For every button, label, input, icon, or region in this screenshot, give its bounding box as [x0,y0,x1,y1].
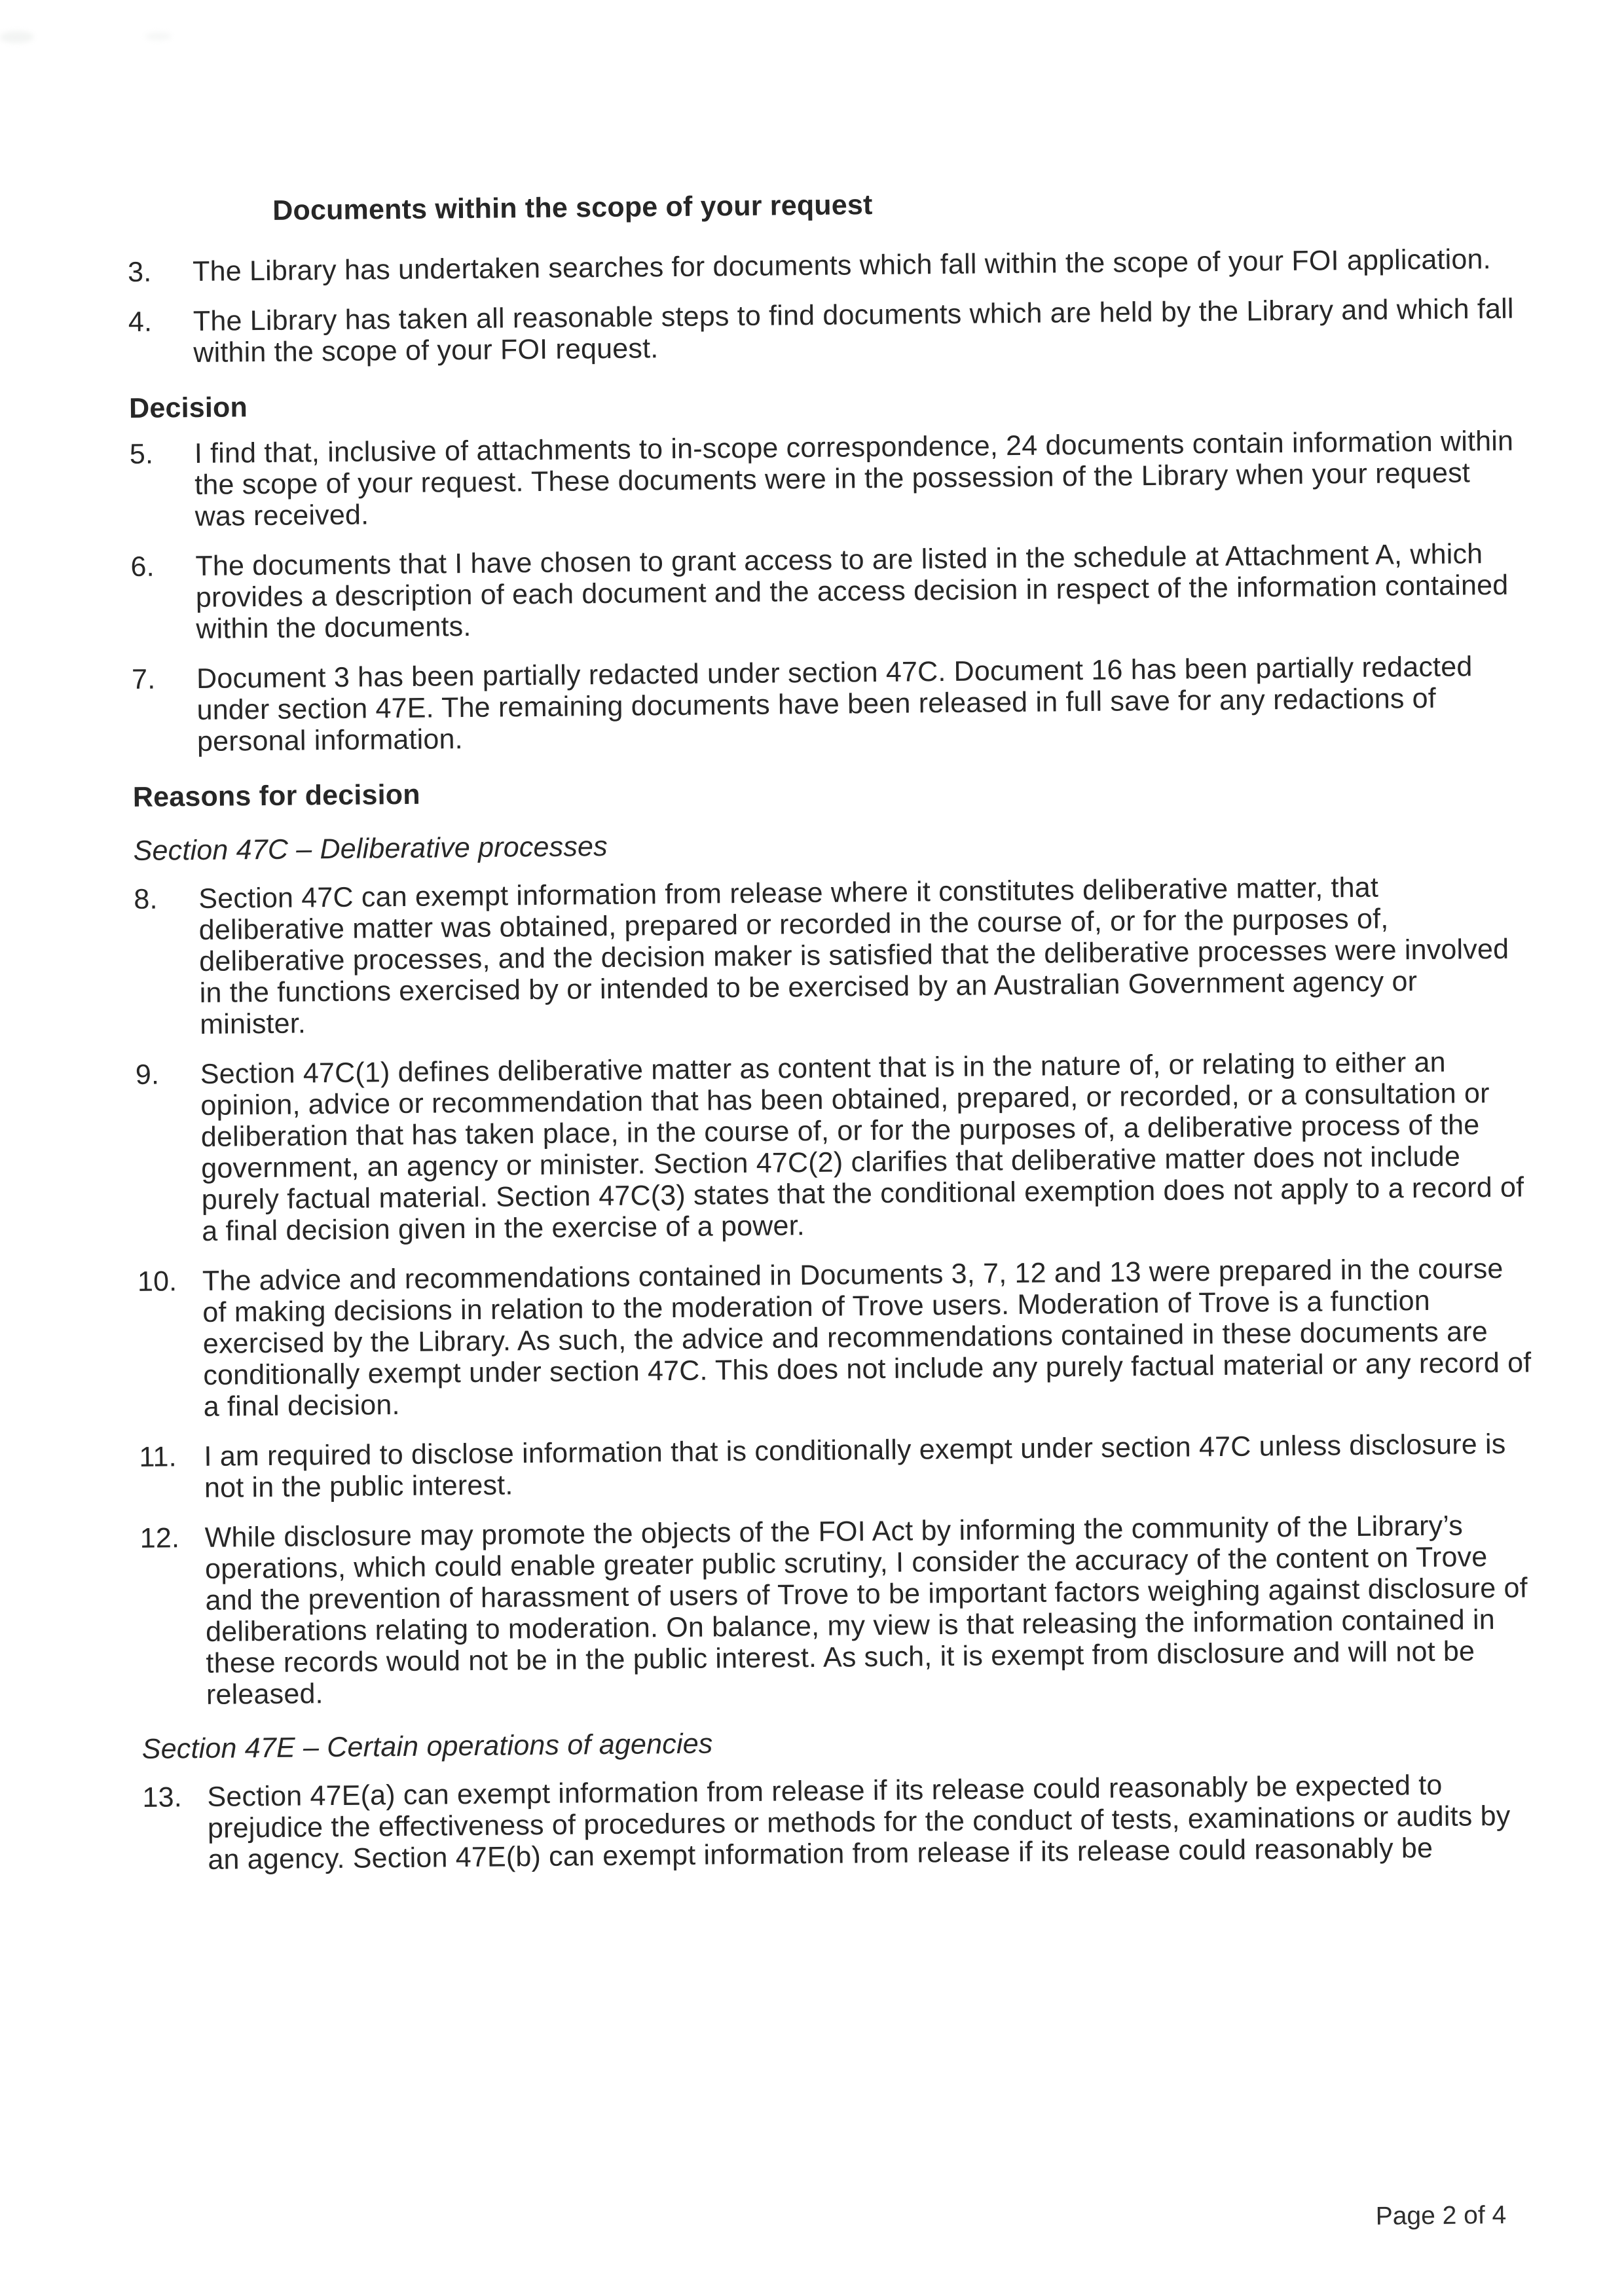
list-item-text: The advice and recommendations contained in Documents 3, 7, 12 and 13 were prepared in the course of making decisions in relation to the moderation of Trove users. Moderation of Trove is a function exercised by the Library. As such, the advice and recommendations contained in these documents are conditionally exempt under section 47C. This does not include any purely factual material or any record of a final decision. [202,1252,1532,1423]
doc-subheading-section-47e-certain-operations: Section 47E – Certain operations of agencies [141,1728,713,1765]
list-item-number: 12. [139,1522,180,1554]
list-item-10 [138,1252,1534,1423]
list-item-text: Section 47C can exempt information from release where it constitutes deliberative matter, that deliberative matter was obtained, prepared or recorded in the course of, or for the purposes of, deliberative processes, and the decision maker is satisfied that the deliberative processes were involved in the functions exercised by or intended to be exercised by an Australian Government agency or minister. [198,871,1509,1040]
list-item-3 [128,244,1522,288]
scan-smudge [0,31,34,43]
doc-heading-reasons-for-decision: Reasons for decision [132,778,420,813]
list-item-number: 8. [134,883,158,915]
list-item-number: 10. [137,1266,177,1298]
doc-subheading-section-47c-deliberative-processes: Section 47C – Deliberative processes [133,830,608,867]
list-item-text: The Library has taken all reasonable steps to find documents which are held by the Library and which fall within the scope of your FOI request. [193,293,1514,369]
list-item-12 [139,1509,1536,1711]
list-item-6 [130,538,1526,646]
list-item-8 [134,870,1530,1040]
list-item-number: 7. [131,663,156,695]
scan-smudge [145,32,172,40]
list-item-number: 4. [128,306,153,338]
list-item-number: 3. [127,256,152,288]
list-item-number: 11. [139,1441,177,1473]
document-body [127,183,1538,1895]
list-item-4 [128,293,1524,369]
list-item-text: The documents that I have chosen to grant access to are listed in the schedule at Attachment A, which provides a description of each document and the access decision in respect of the information contained within the documents. [195,538,1509,645]
list-item-number: 5. [129,438,154,470]
list-item-text: While disclosure may promote the objects of the FOI Act by informing the community of the Library’s operations, which could enable greater public scrutiny, I consider the accuracy of the content on Trove and the prevention of harassment of users of Trove to be important factors weighing against disclosure of deliberations relating to moderation. On balance, my view is that releasing the information contained in these records would not be in the public interest. As such, it is exempt from disclosure and will not be released. [204,1510,1528,1711]
list-item-number: 6. [130,551,155,583]
list-item-number: 13. [142,1781,183,1813]
list-item-text: The Library has undertaken searches for documents which fall within the scope of your FOI application. [192,243,1491,288]
list-item-5 [130,426,1525,533]
list-item-9 [136,1046,1532,1247]
list-item-7 [132,650,1527,757]
page-footer: Page 2 of 4 [1375,2200,1507,2231]
list-item-text: I find that, inclusive of attachments to in-scope correspondence, 24 documents contain information within the scope of your request. These documents were in the possession of the Library when your request was received. [194,425,1514,532]
doc-heading-decision: Decision [128,392,248,424]
list-item-text: Document 3 has been partially redacted under section 47C. Document 16 has been partially redacted under section 47E. The remaining documents have been released in full save for any redactions of personal information. [196,651,1473,757]
list-item-13 [142,1768,1538,1876]
list-item-11 [139,1428,1534,1504]
doc-title-documents-within-the-scope: Documents within the scope of your request [272,189,873,227]
list-item-text: Section 47C(1) defines deliberative matter as content that is in the nature of, or relating to either an opinion, advice or recommendation that has been obtained, prepared, or recorded, or a consultation or deliberation that has taken place, in the course of, or for the purposes of, a deliberative process of the government, an agency or minister. Section 47C(2) clarifies that deliberative matter does not include purely factual material. Section 47C(3) states that the conditional exemption does not apply to a record of a final decision given in the exercise of a power. [200,1046,1524,1247]
list-item-text: Section 47E(a) can exempt information from release if its release could reasonably be expected to prejudice the effectiveness of procedures or methods for the conduct of tests, examinations or audits by an agency. Section 47E(b) can exempt information from release if its release could reasonably be [207,1769,1511,1876]
list-item-number: 9. [135,1059,160,1091]
list-item-text: I am required to disclose information that is conditionally exempt under section 47C unless disclosure is not in the public interest. [204,1428,1506,1504]
